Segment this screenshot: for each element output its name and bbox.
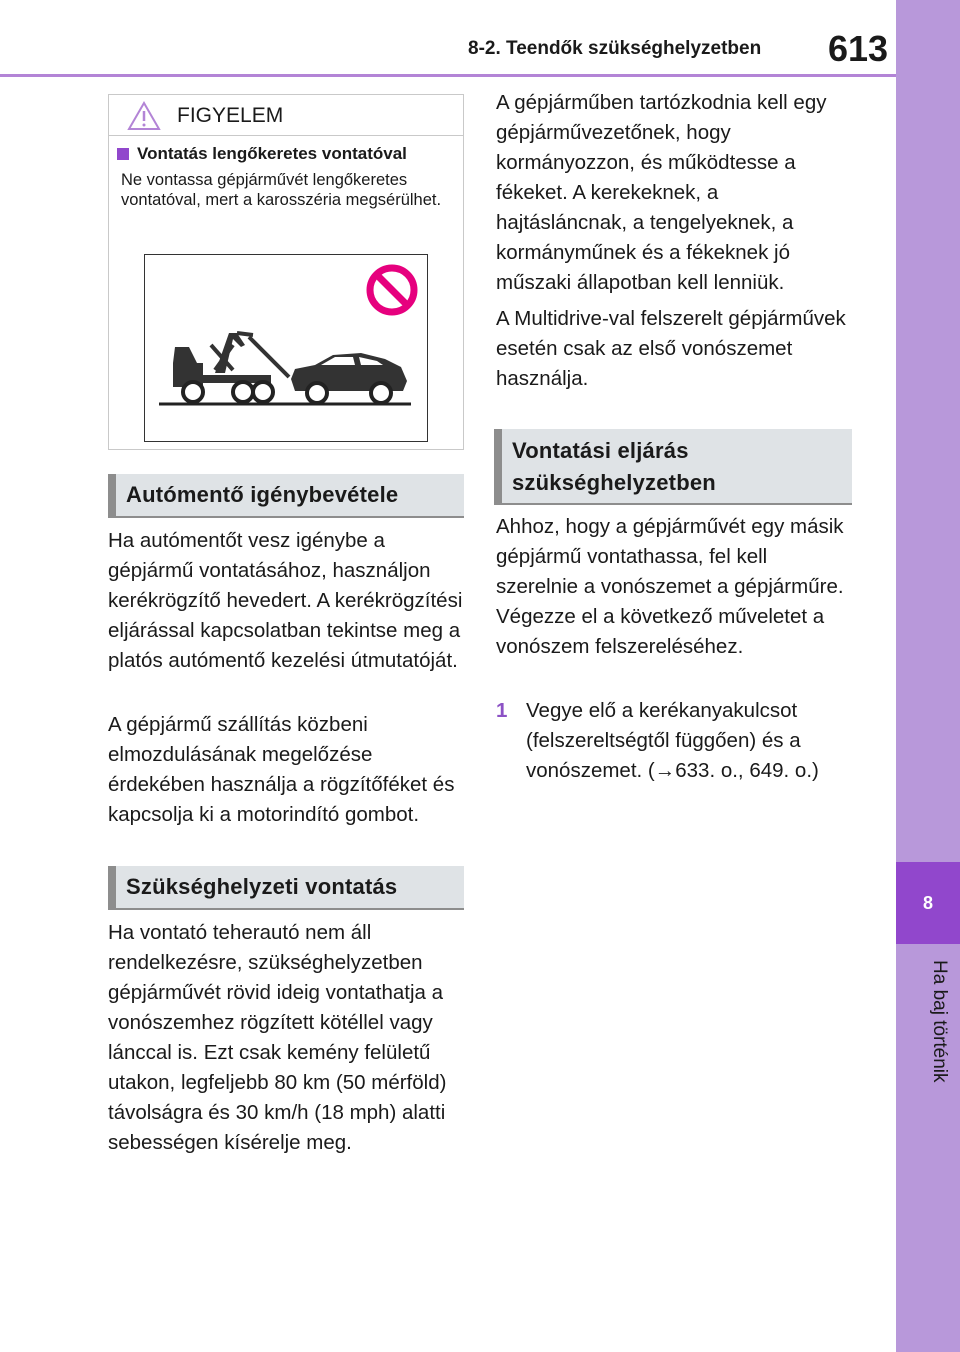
- section-heading-tow-truck: Autómentő igénybevétele: [108, 474, 464, 518]
- paragraph: A gépjárműben tartózkodnia kell egy gépjárművezetőnek, hogy kormányozzon, és működtesse a fékeket. A kerekeknek, a hajtásláncnak, a tengelyeknek, a kormányműnek és a fékeknek jó műszaki állapotban kell lenniük.: [496, 91, 827, 294]
- paragraph: A Multidrive-val felszerelt gépjárművek esetén csak az első vonószemet használja.: [496, 307, 846, 390]
- chapter-label: Ha baj történik: [929, 960, 950, 1083]
- section-title: 8-2. Teendők szükséghelyzetben: [468, 38, 762, 59]
- step-number: 1: [496, 699, 508, 722]
- warning-text: Ne vontassa gépjárművét lengőkeretes vontatóval, mert a karosszéria megsérülhet.: [121, 171, 442, 209]
- warning-subheading: [117, 144, 463, 164]
- section-heading-towing-procedure: Vontatási eljárás szükséghelyzetben: [494, 429, 852, 505]
- step-item: [496, 696, 856, 782]
- warning-box: [108, 94, 464, 450]
- illustration-frame: [144, 254, 428, 442]
- step-text: Vegye elő a kerékanyakulcsot (felszereltségtől függően) és a vonószemet. (→633. o., 649. o.): [526, 699, 819, 782]
- header-rule: [0, 74, 896, 77]
- chapter-number-tab[interactable]: 8: [896, 862, 960, 944]
- warning-subheading-text: Vontatás lengőkeretes vontatóval: [137, 144, 407, 163]
- page-number: 613: [828, 28, 889, 69]
- square-bullet-icon: [117, 148, 129, 160]
- paragraph: Ha autómentőt vesz igénybe a gépjármű vontatásához, használjon kerékrögzítő hevedert. A kerékrögzítési eljárással kapcsolatban tekintse meg a platós autómentő kezelési útmutatóját.: [108, 529, 463, 672]
- section-heading-emergency-towing: Szükséghelyzeti vontatás: [108, 866, 464, 910]
- side-tab: [896, 0, 960, 862]
- warning-title: FIGYELEM: [177, 104, 284, 127]
- paragraph: Ha vontató teherautó nem áll rendelkezésre, szükséghelyzetben gépjárművét rövid ideig vontathatja a vonószemhez rögzített kötéllel vagy lánccal is. Ezt csak kemény felületű utakon, legfeljebb 80 km (50 mérföld) távolságra és 30 km/h (18 mph) alatti sebességen kísérelje meg.: [108, 921, 447, 1154]
- warning-header: [109, 95, 463, 136]
- prohibited-tow-truck-icon: [145, 255, 427, 441]
- warning-triangle-icon: [127, 101, 161, 131]
- paragraph: Ahhoz, hogy a gépjárművét egy másik gépjármű vontathassa, fel kell szerelnie a vonószemet a gépjárműre. Végezze el a következő műveletet a vonószem felszereléséhez.: [496, 515, 844, 658]
- paragraph: A gépjármű szállítás közbeni elmozdulásának megelőzése érdekében használja a rögzítőféket és kapcsolja ki a motorindító gombot.: [108, 713, 455, 826]
